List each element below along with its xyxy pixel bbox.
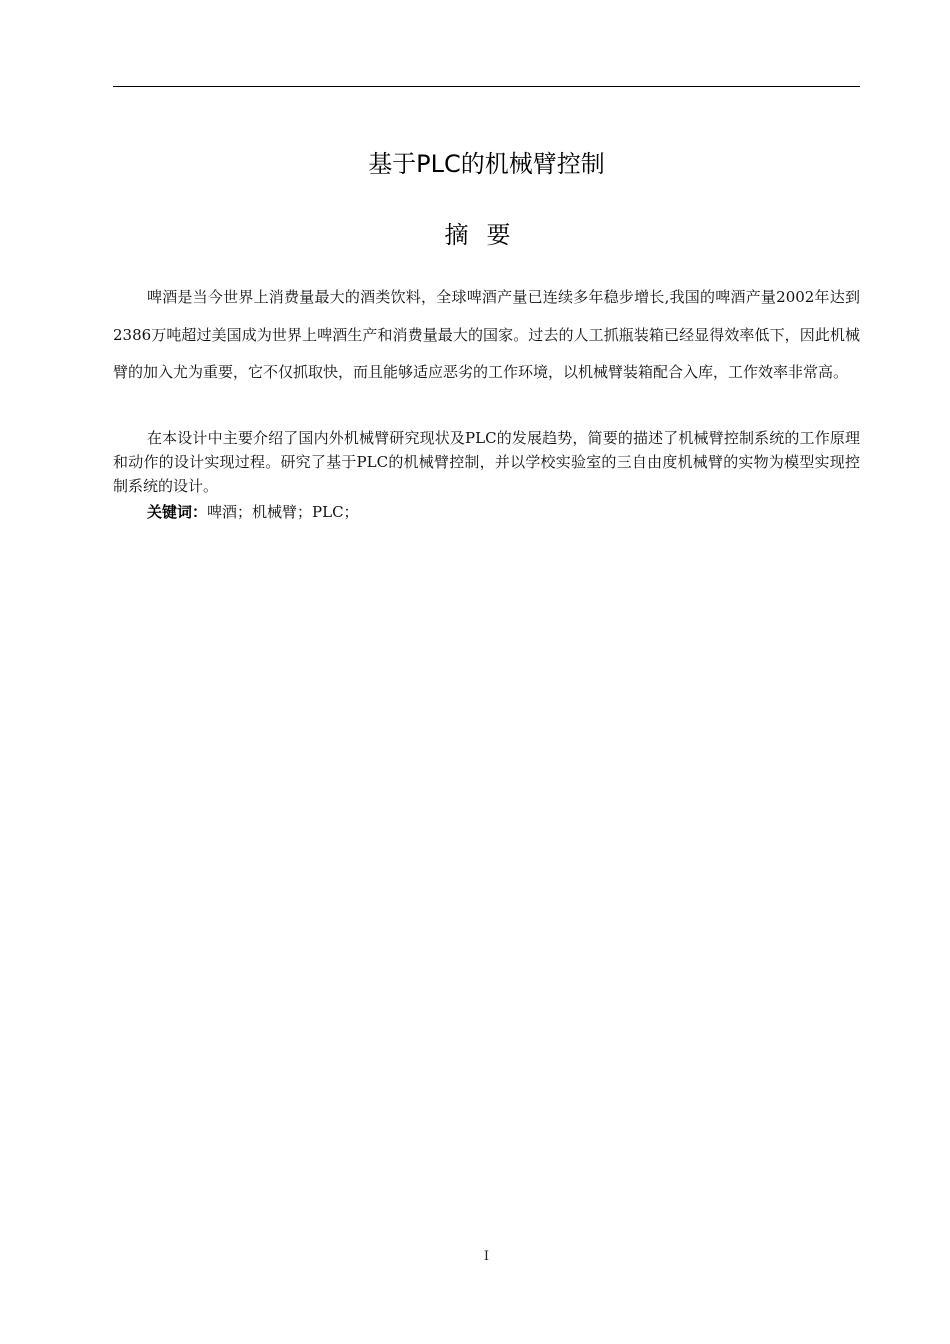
abstract-heading: 摘要 (444, 221, 529, 249)
abstract-paragraph-1: 啤酒是当今世界上消费量最大的酒类饮料，全球啤酒产量已连续多年稳步增长,我国的啤酒产量2002年达到2386万吨超过美国成为世界上啤酒生产和消费量最大的国家。过去的人工抓瓶装箱已经显得效率低下，因此机械臂的加入尤为重要，它不仅抓取快，而且能够适应恶劣的工作环境，以机械臂装箱配合入库，工作效率非常高。 (113, 288, 860, 381)
keywords-value: 啤酒；机械臂；PLC； (207, 503, 359, 521)
document-title: 基于PLC的机械臂控制 (368, 150, 605, 178)
header-rule (113, 86, 860, 87)
keywords-label: 关键词： (147, 503, 208, 521)
abstract-paragraph-2: 在本设计中主要介绍了国内外机械臂研究现状及PLC的发展趋势，简要的描述了机械臂控制系统的工作原理和动作的设计实现过程。研究了基于PLC的机械臂控制，并以学校实验室的三自由度机械臂的实物为模型实现控制系统的设计。 (113, 429, 860, 495)
keywords-line (147, 500, 359, 524)
page-number: I (483, 1249, 490, 1264)
